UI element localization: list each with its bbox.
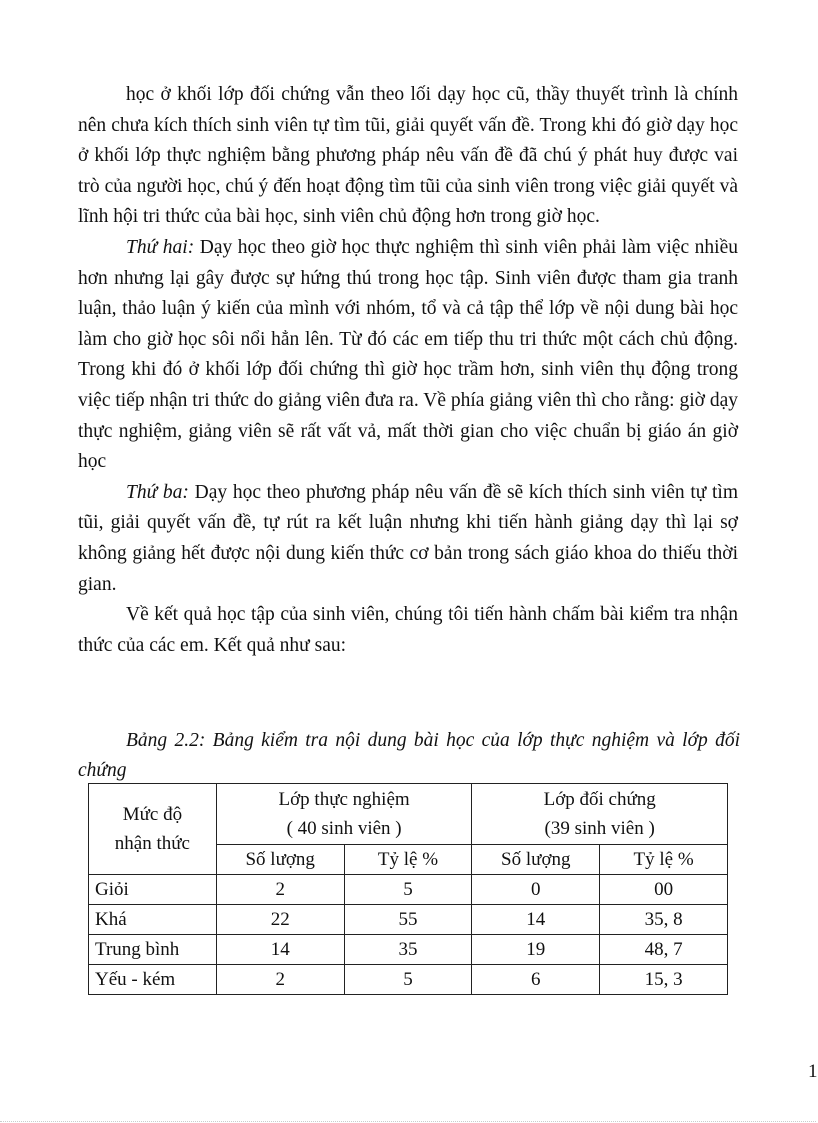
paragraph-4: Về kết quả học tập của sinh viên, chúng tôi tiến hành chấm bài kiểm tra nhận thức của các em. Kết quả như sau:	[78, 604, 738, 656]
table-row	[89, 875, 728, 905]
cell-exp-ratio: 5	[344, 875, 472, 905]
cell-ctl-ratio: 00	[600, 875, 728, 905]
header-control-group	[472, 784, 728, 845]
paragraph-3	[78, 478, 738, 600]
cell-exp-ratio: 5	[344, 965, 472, 995]
header-experimental-line1: Lớp thực nghiệm	[278, 789, 410, 810]
cell-level: Giỏi	[89, 875, 217, 905]
cell-level: Yếu - kém	[89, 965, 217, 995]
cell-exp-count: 14	[216, 935, 344, 965]
table-row	[89, 965, 728, 995]
header-level-line2: nhận thức	[114, 833, 190, 854]
paragraph-3-lead: Thứ ba:	[126, 481, 189, 503]
paragraph-2-body: Dạy học theo giờ học thực nghiệm thì sinh viên phải làm việc nhiều hơn nhưng lại gây được sự hứng thú trong học tập. Sinh viên được tham gia tranh luận, thảo luận ý kiến của mình với nhóm, tổ và cả tập thể lớp về nội dung bài học làm cho giờ học sôi nổi hẳn lên. Từ đó các em tiếp thu tri thức một cách chủ động. Trong khi đó ở khối lớp đối chứng thì giờ học trầm hơn, sinh viên thụ động trong việc tiếp nhận tri thức do giảng viên đưa ra. Về phía giảng viên thì cho rằng: giờ dạy thực nghiệm, giảng viên sẽ rất vất vả, mất thời gian cho việc chuẩn bị giáo án giờ học	[78, 236, 738, 473]
table-row	[89, 905, 728, 935]
cell-exp-count: 2	[216, 965, 344, 995]
cell-ctl-ratio: 15, 3	[600, 965, 728, 995]
cell-level: Khá	[89, 905, 217, 935]
table-row	[89, 935, 728, 965]
table-header-row	[89, 784, 728, 845]
paragraph-2	[78, 233, 738, 478]
document-body	[78, 80, 738, 661]
cell-exp-count: 22	[216, 905, 344, 935]
cell-ctl-count: 6	[472, 965, 600, 995]
paragraph-2-lead: Thứ hai:	[126, 236, 195, 258]
header-ctl-count: Số lượng	[472, 845, 600, 875]
header-experimental-group	[216, 784, 472, 845]
cell-ctl-count: 14	[472, 905, 600, 935]
cell-ctl-ratio: 35, 8	[600, 905, 728, 935]
header-ctl-ratio: Tỷ lệ %	[600, 845, 728, 875]
header-level-line1: Mức độ	[122, 804, 183, 825]
cell-ctl-count: 19	[472, 935, 600, 965]
cell-exp-count: 2	[216, 875, 344, 905]
header-experimental-line2: ( 40 sinh viên )	[286, 818, 402, 839]
page-number: 1	[808, 1061, 818, 1082]
header-exp-ratio: Tỷ lệ %	[344, 845, 472, 875]
page-bottom-divider	[0, 1121, 816, 1122]
results-table	[88, 783, 728, 995]
cell-ctl-ratio: 48, 7	[600, 935, 728, 965]
header-control-line2: (39 sinh viên )	[544, 818, 655, 839]
cell-level: Trung bình	[89, 935, 217, 965]
header-level	[89, 784, 217, 875]
table-caption: Bảng 2.2: Bảng kiểm tra nội dung bài học của lớp thực nghiệm và lớp đối chứng	[78, 730, 740, 781]
cell-exp-ratio: 35	[344, 935, 472, 965]
cell-exp-ratio: 55	[344, 905, 472, 935]
paragraph-3-body: Dạy học theo phương pháp nêu vấn đề sẽ kích thích sinh viên tự tìm tũi, giải quyết vấn đề, tự rút ra kết luận nhưng khi tiến hành giảng dạy thì lại sợ không giảng hết được nội dung kiến thức cơ bản trong sách giáo khoa do thiếu thời gian.	[78, 481, 739, 595]
header-exp-count: Số lượng	[216, 845, 344, 875]
cell-ctl-count: 0	[472, 875, 600, 905]
paragraph-1: học ở khối lớp đối chứng vẫn theo lối dạy học cũ, thầy thuyết trình là chính nên chưa kích thích sinh viên tự tìm tũi, giải quyết vấn đề. Trong khi đó giờ dạy học ở khối lớp thực nghiệm bằng phương pháp nêu vấn đề đã chú ý phát huy được vai trò của người học, chú ý đến hoạt động tìm tũi của sinh viên trong việc giải quyết và lĩnh hội tri thức của bài học, sinh viên chủ động hơn trong giờ học.	[78, 84, 738, 228]
header-control-line1: Lớp đối chứng	[543, 789, 656, 810]
